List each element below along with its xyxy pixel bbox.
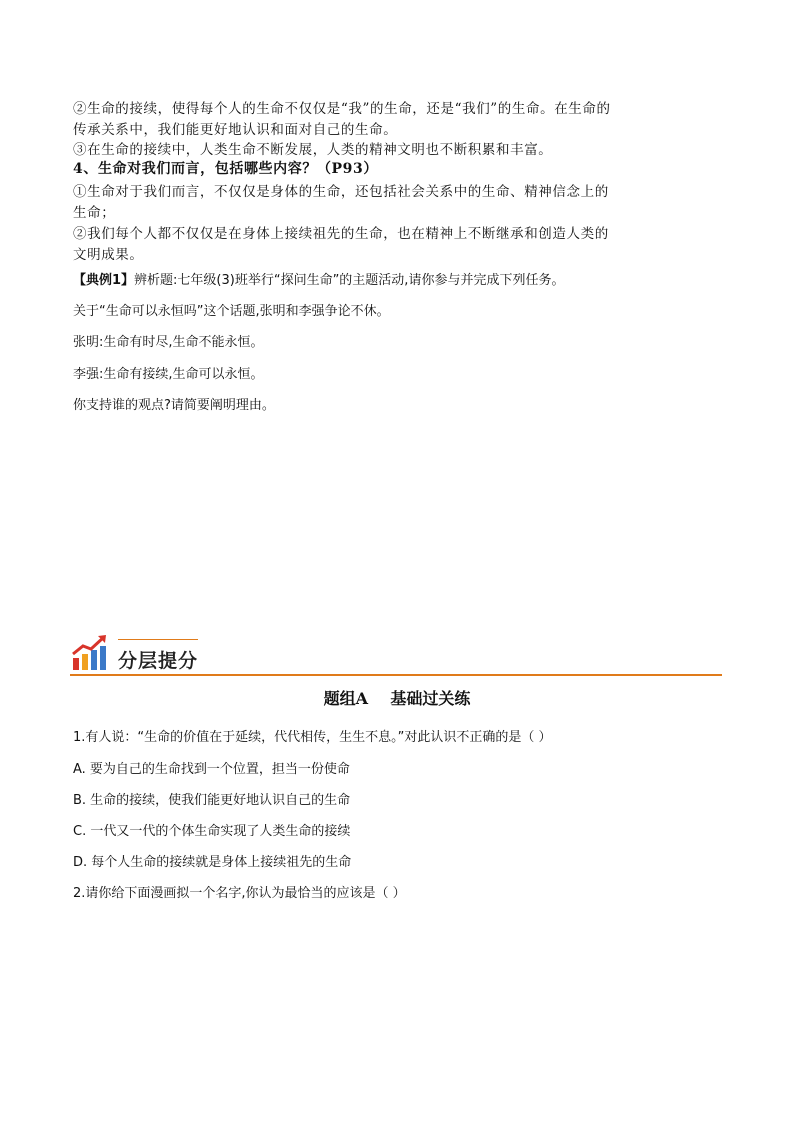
group-title: 题组A 基础过关练 <box>323 689 471 708</box>
q1-option-b: B. 生命的接续，使我们能更好地认识自己的生命 <box>73 793 351 808</box>
question-1: 1.有人说：“生命的价值在于延续，代代相传，生生不息。”对此认识不正确的是（ ） <box>73 730 552 745</box>
q4-answer2-line1: ②我们每个人都不仅仅是在身体上接续祖先的生命，也在精神上不断继承和创造人类的 <box>73 226 609 242</box>
q1-option-c: C. 一代又一代的个体生命实现了人类生命的接续 <box>73 824 351 839</box>
q4-title: 4、生命对我们而言，包括哪些内容？（P93） <box>73 161 378 177</box>
item2-line2: 传承关系中，我们能更好地认识和面对自己的生命。 <box>73 122 398 138</box>
q4-answer2-line2: 文明成果。 <box>73 247 144 263</box>
q1-option-d: D. 每个人生命的接续就是身体上接续祖先的生命 <box>73 855 352 870</box>
q1-option-a: A. 要为自己的生命找到一个位置，担当一份使命 <box>73 762 350 777</box>
example-zhangming: 张明:生命有时尽,生命不能永恒。 <box>73 335 264 350</box>
header-accent-line <box>118 639 198 640</box>
example-intro-line <box>73 269 564 288</box>
q4-answer1-line1: ①生命对于我们而言，不仅仅是身体的生命，还包括社会关系中的生命、精神信念上的 <box>73 184 609 200</box>
question-2: 2.请你给下面漫画拟一个名字,你认为最恰当的应该是（ ） <box>73 886 406 901</box>
q4-answer1-line2: 生命； <box>73 205 116 221</box>
example-intro: 辨析题:七年级(3)班举行“探问生命”的主题活动,请你参与并完成下列任务。 <box>134 273 565 288</box>
section-label: 分层提分 <box>118 650 199 672</box>
example-question: 你支持谁的观点?请简要阐明理由。 <box>73 398 275 413</box>
growth-chart-icon <box>71 634 109 672</box>
example-tag: 【典例1】 <box>73 273 135 288</box>
section-divider <box>70 674 722 676</box>
example-topic: 关于“生命可以永恒吗”这个话题,张明和李强争论不休。 <box>73 304 390 319</box>
item3: ③在生命的接续中，人类生命不断发展，人类的精神文明也不断积累和丰富。 <box>73 142 553 158</box>
example-liqiang: 李强:生命有接续,生命可以永恒。 <box>73 367 264 382</box>
item2-line1: ②生命的接续，使得每个人的生命不仅仅是“我”的生命，还是“我们”的生命。在生命的 <box>73 101 611 117</box>
